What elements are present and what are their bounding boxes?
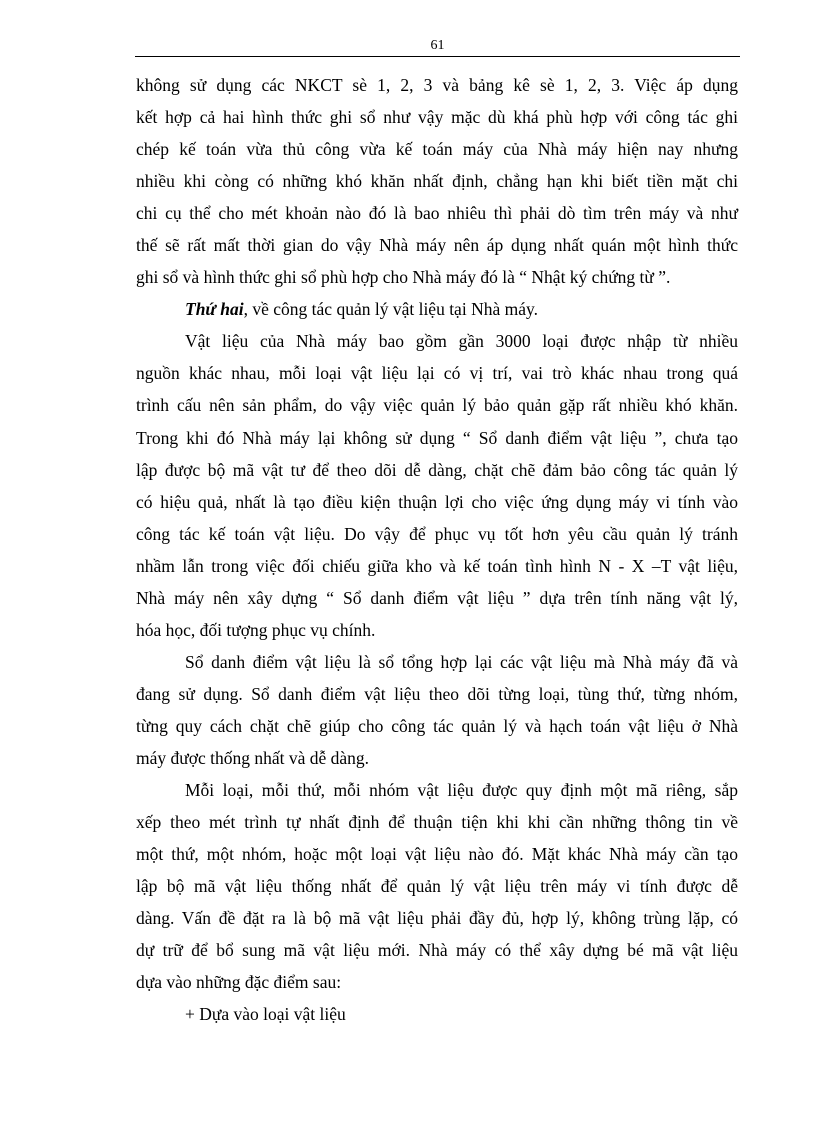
paragraph-materials (136, 325, 738, 645)
text-line: Sổ danh điểm vật liệu là sổ tổng hợp lại các vật liệu mà Nhà máy đã và (185, 651, 738, 672)
text-line: ghi sổ và hình thức ghi sổ phù hợp cho Nhà máy đó là “ Nhật ký chứng từ ”. (136, 267, 671, 288)
text-line: lập được bộ mã vật tư để theo dõi dễ dàng, chặt chẽ đảm bảo công tác quản lý (136, 459, 738, 480)
text-line: chi cụ thể cho mét khoản nào đó là bao nhiêu thì phải dò tìm trên máy và như (136, 203, 738, 224)
list-item (136, 998, 738, 1030)
text-line: nhầm lẫn trong việc đối chiếu giữa kho và kế toán tình hình N - X –T vật liệu, (136, 555, 738, 576)
text-line: công tác kế toán vật liệu. Do vậy để phục vụ tốt hơn yêu cầu quản lý tránh (136, 523, 738, 544)
text-line: nguồn khác nhau, mỗi loại vật liệu lại có vị trí, vai trò khác nhau trong quá (136, 363, 738, 384)
document-body (136, 69, 738, 1030)
paragraph-continuation (136, 69, 738, 293)
text-line: dựa vào những đặc điểm sau: (136, 972, 342, 993)
text-line: dự trữ để bổ sung mã vật liệu mới. Nhà máy có thể xây dựng bé mã vật liệu (136, 940, 738, 961)
text-line: máy được thống nhất và dễ dàng. (136, 747, 370, 768)
text-line (136, 293, 738, 325)
page-number: 61 (430, 38, 445, 53)
emphasis-text: Thứ hai (185, 299, 244, 320)
text-line: kết hợp cả hai hình thức ghi sổ như vậy mặc dù khá phù hợp với công tác ghi (136, 107, 738, 128)
text-line: Nhà máy nên xây dựng “ Sổ danh điểm vật liệu ” dựa trên tính năng vật lý, (136, 587, 738, 608)
paragraph-material-codes (136, 774, 738, 998)
text-line: dàng. Vấn đề đặt ra là bộ mã vật liệu phải đầy đủ, hợp lý, không trùng lặp, có (136, 908, 738, 929)
text-line: từng quy cách chặt chẽ giúp cho công tác quản lý và hạch toán vật liệu ở Nhà (136, 715, 738, 736)
text-run: , về công tác quản lý vật liệu tại Nhà máy. (243, 299, 538, 320)
text-line: lập bộ mã vật liệu thống nhất để quản lý vật liệu trên máy vi tính được dễ (136, 876, 738, 897)
paragraph-catalog-book (136, 646, 738, 774)
text-line: đang sử dụng. Sổ danh điểm vật liệu theo dõi từng loại, tùng thứ, từng nhóm, (136, 683, 738, 704)
text-line: xếp theo mét trình tự nhất định để thuận tiện khi khi cần những thông tin về (136, 812, 738, 833)
text-line: nhiều khi còng có những khó khăn nhất định, chẳng hạn khi biết tiền mặt chi (136, 171, 738, 192)
text-line: có hiệu quả, nhất là tạo điều kiện thuận lợi cho việc ứng dụng máy vi tính vào (136, 491, 738, 512)
text-line: chép kế toán vừa thủ công vừa kế toán máy của Nhà máy hiện nay nhưng (136, 139, 738, 160)
text-line: Vật liệu của Nhà máy bao gồm gần 3000 loại được nhập từ nhiều (185, 331, 738, 352)
text-line: hóa học, đối tượng phục vụ chính. (136, 619, 376, 640)
text-line: một thứ, một nhóm, hoặc một loại vật liệu nào đó. Mặt khác Nhà máy cần tạo (136, 844, 738, 865)
paragraph-second-point (136, 293, 738, 325)
text-line: Mỗi loại, mỗi thứ, mỗi nhóm vật liệu được quy định một mã riêng, sắp (185, 780, 738, 801)
text-line: Trong khi đó Nhà máy lại không sử dụng “ Sổ danh điểm vật liệu ”, chưa tạo (136, 427, 738, 448)
text-line: không sử dụng các NKCT sè 1, 2, 3 và bảng kê sè 1, 2, 3. Việc áp dụng (136, 75, 738, 95)
text-line: + Dựa vào loại vật liệu (185, 1004, 346, 1025)
page-header (135, 32, 740, 57)
text-line: trình cấu nên sản phẩm, do vậy việc quản lý bảo quản gặp rất nhiều khó khăn. (136, 395, 738, 416)
text-line: thế sẽ rất mất thời gian do vậy Nhà máy nên áp dụng nhất quán một hình thức (136, 235, 738, 256)
